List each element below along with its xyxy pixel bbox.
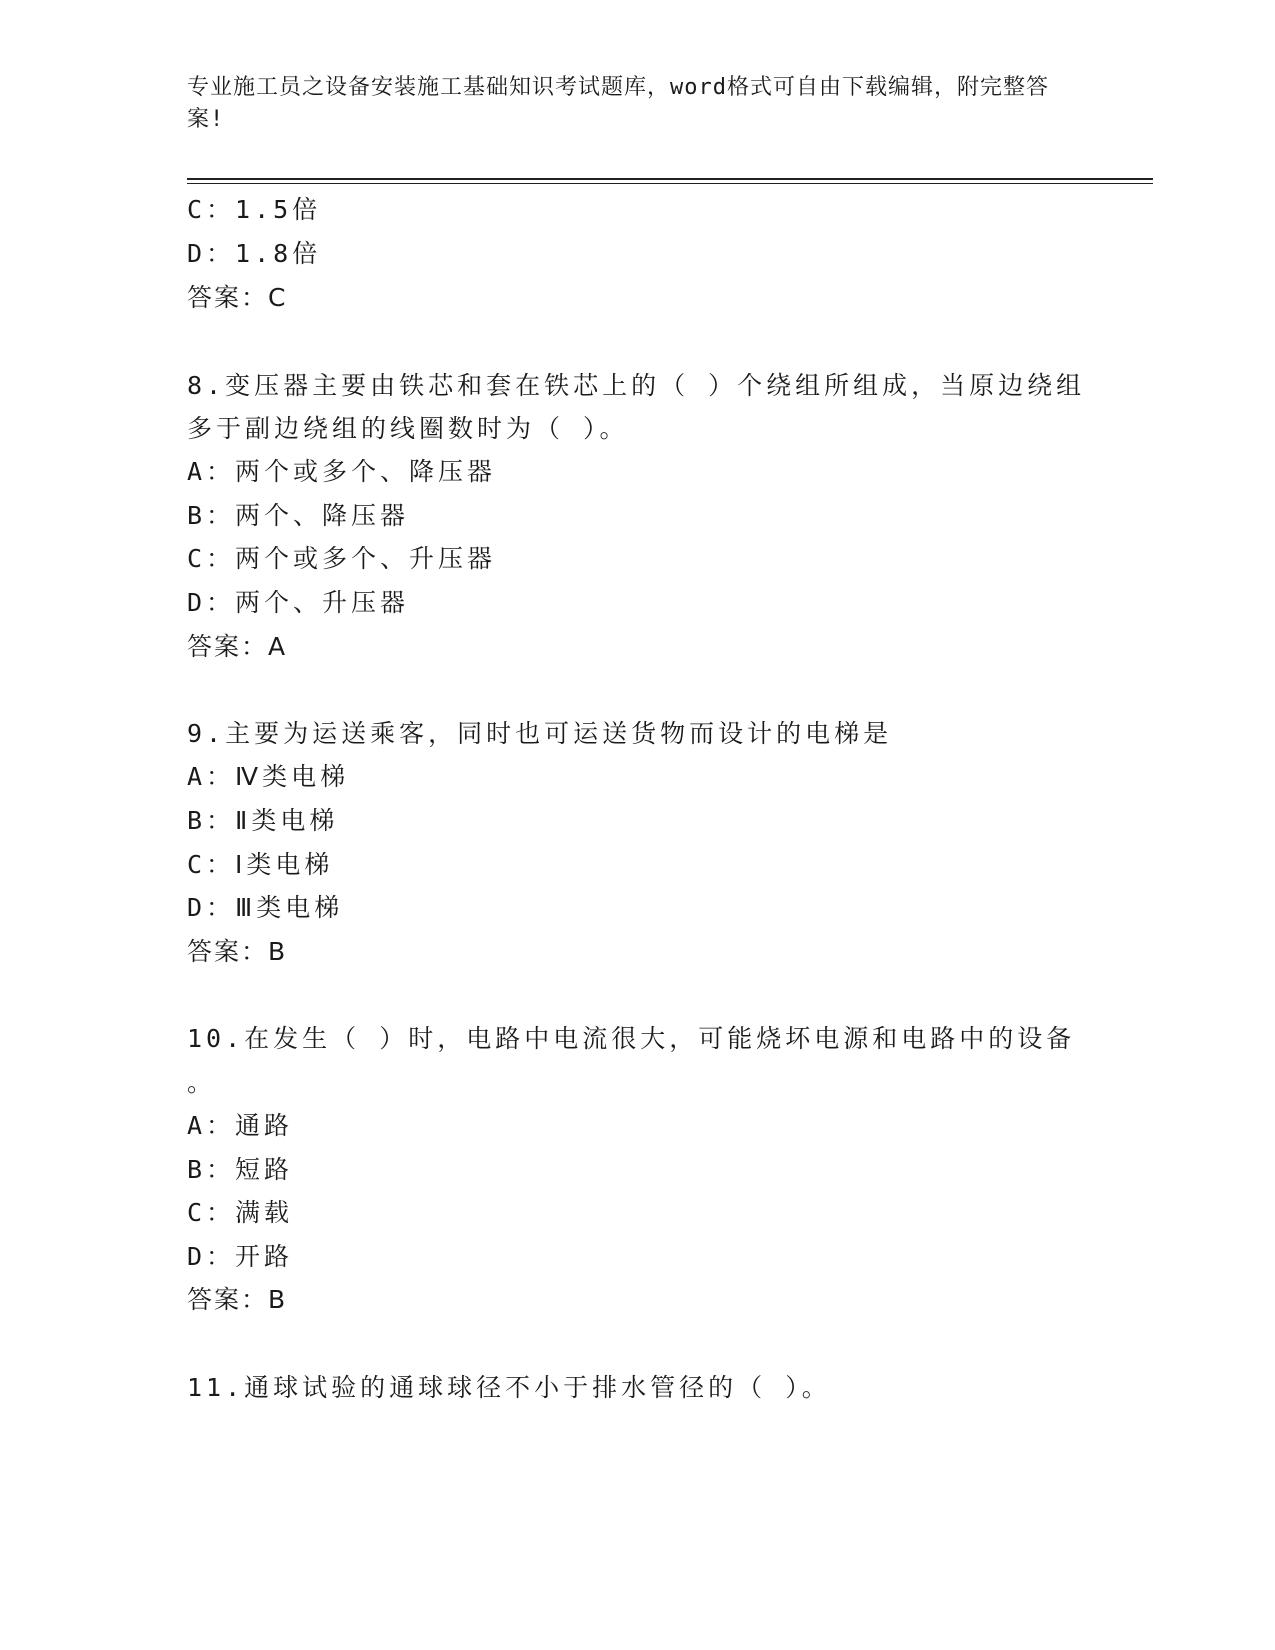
q11-stem-line1: 11.通球试验的通球球径不小于排水管径的（ ）。 bbox=[187, 1373, 831, 1402]
q8-answer: 答案：A bbox=[187, 632, 288, 661]
q9-answer: 答案：B bbox=[187, 937, 288, 966]
q10-answer: 答案：B bbox=[187, 1285, 288, 1314]
q7-answer: 答案：C bbox=[187, 283, 288, 312]
q8-option-c: C：两个或多个、升压器 bbox=[187, 544, 497, 573]
header-rule-thin bbox=[187, 183, 1153, 184]
q7-option-d: D：1.8倍 bbox=[187, 239, 322, 268]
q9-option-a: A：Ⅳ类电梯 bbox=[187, 762, 350, 791]
q10-option-a: A：通路 bbox=[187, 1111, 294, 1140]
q7-option-c: C：1.5倍 bbox=[187, 195, 322, 224]
q9-option-c: C：Ⅰ类电梯 bbox=[187, 850, 334, 879]
q10-stem-line2: 。 bbox=[187, 1068, 217, 1097]
q9-option-b: B：Ⅱ类电梯 bbox=[187, 806, 339, 835]
q9-stem-line1: 9.主要为运送乘客，同时也可运送货物而设计的电梯是 bbox=[187, 719, 893, 748]
q8-stem-line1: 8.变压器主要由铁芯和套在铁芯上的（ ）个绕组所组成，当原边绕组 bbox=[187, 371, 1086, 400]
document-header: 专业施工员之设备安装施工基础知识考试题库，word格式可自由下载编辑，附完整答案! bbox=[187, 75, 1049, 132]
q8-option-b: B：两个、降压器 bbox=[187, 501, 410, 530]
q8-option-d: D：两个、升压器 bbox=[187, 588, 410, 617]
header-rule-thick bbox=[187, 178, 1153, 180]
q8-option-a: A：两个或多个、降压器 bbox=[187, 457, 497, 486]
q10-stem-line1: 10.在发生（ ）时，电路中电流很大，可能烧坏电源和电路中的设备 bbox=[187, 1024, 1076, 1053]
q10-option-d: D：开路 bbox=[187, 1242, 294, 1271]
q10-option-c: C：满载 bbox=[187, 1198, 294, 1227]
q9-option-d: D：Ⅲ类电梯 bbox=[187, 893, 344, 922]
q10-option-b: B：短路 bbox=[187, 1155, 294, 1184]
q8-stem-line2: 多于副边绕组的线圈数时为（ ）。 bbox=[187, 414, 629, 443]
